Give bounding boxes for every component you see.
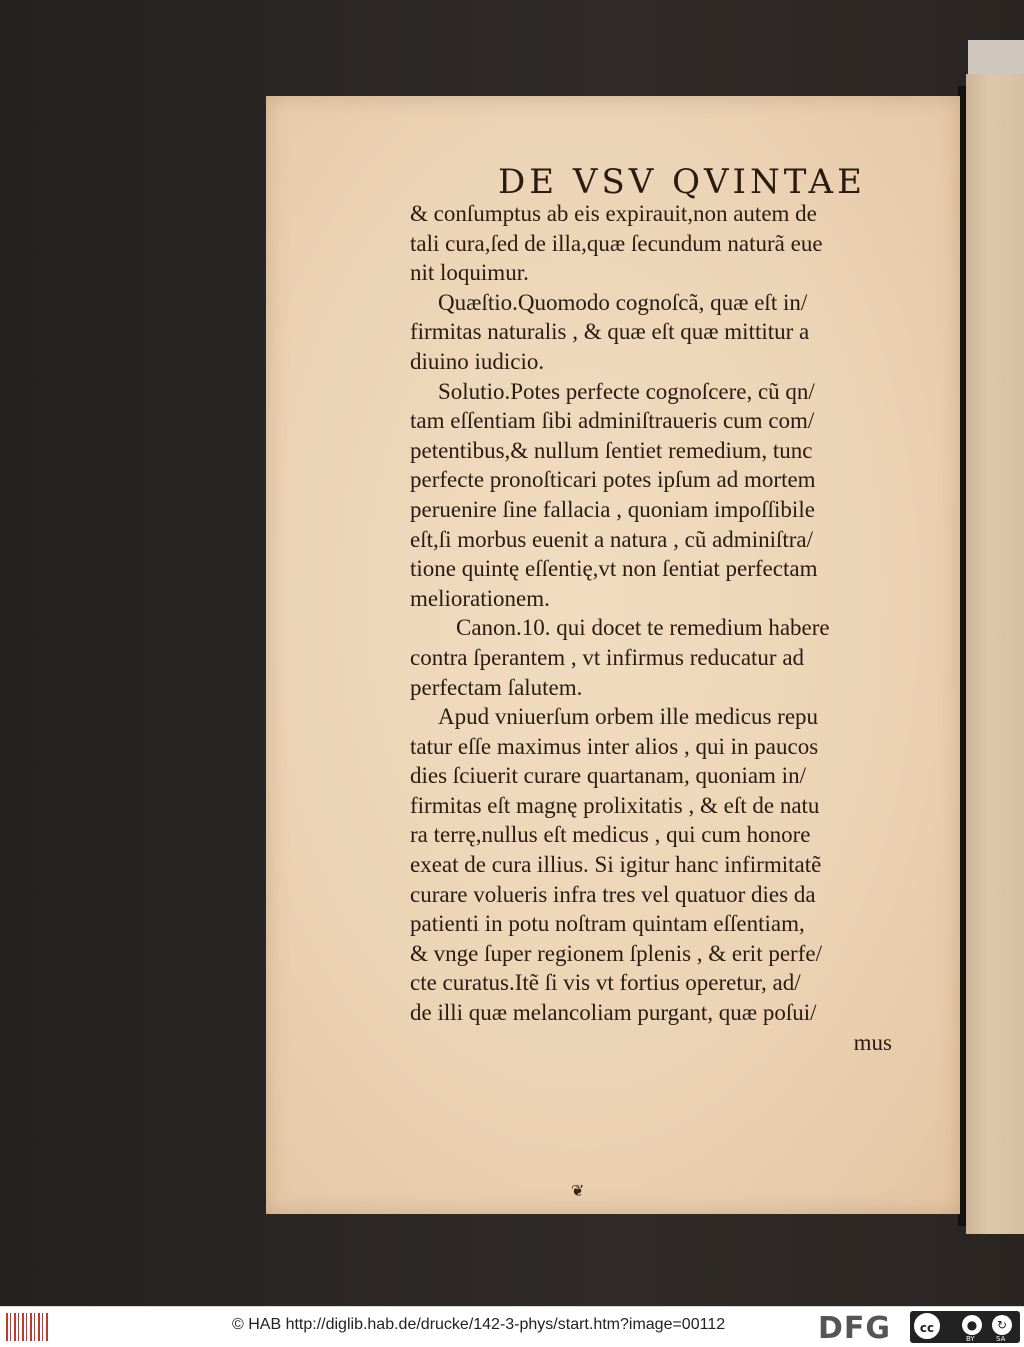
text-line: tatur eſſe maximus inter alios , qui in paucos	[410, 733, 819, 759]
page-ornament-icon: ❦	[571, 1181, 585, 1200]
catchword: mus	[853, 1029, 892, 1055]
text-line: & vnge ſuper regionem ſplenis , & erit perfe/	[410, 940, 822, 966]
viewer-footer	[0, 1306, 1024, 1347]
text-line: firmitas naturalis , & quæ eſt quæ mittitur a	[410, 319, 810, 345]
text-line: patienti in potu noſtram quintam eſſentiam,	[410, 911, 805, 937]
text-line: cte curatus.Itẽ ſi vis vt fortius operetur, ad/	[410, 970, 801, 996]
text-line: perfectam ſalutem.	[410, 674, 583, 700]
text-line: diuino iudicio.	[410, 348, 545, 374]
text-line: nit loquimur.	[410, 260, 529, 286]
by-label: BY	[966, 1335, 975, 1343]
barcode-icon	[6, 1313, 48, 1341]
text-line: firmitas eſt magnę prolixitatis , & eſt de natu	[410, 792, 820, 818]
text-line: tione quintę eſſentię,vt non ſentiat perfectam	[410, 556, 818, 582]
text-line: peruenire ſine fallacia , quoniam impoſſibile	[410, 496, 815, 522]
dfg-logo: DFG	[818, 1311, 892, 1346]
adjacent-page	[966, 74, 1024, 1234]
by-person-icon: ●	[962, 1315, 982, 1335]
text-line: & conſumptus ab eis expirauit,non autem de	[410, 201, 817, 226]
cc-license-badge[interactable]	[910, 1311, 1020, 1343]
text-line: perfecte pronoſticari potes ipſum ad mortem	[410, 467, 816, 493]
text-line: Apud vniuerſum orbem ille medicus repu	[438, 704, 819, 730]
text-line: curare volueris infra tres vel quatuor dies da	[410, 881, 816, 907]
sa-label: SA	[996, 1335, 1006, 1343]
text-line: Quæſtio.Quomodo cognoſcã, quæ eſt in/	[438, 289, 808, 315]
text-line: petentibus,& nullum ſentiet remedium, tunc	[410, 437, 813, 463]
cc-icon: cc	[914, 1313, 940, 1339]
text-line: exeat de cura illius. Si igitur hanc infirmitatẽ	[410, 852, 822, 878]
text-line: Canon.10. qui docet te remedium habere	[456, 615, 830, 641]
text-line: contra ſperantem , vt infirmus reducatur ad	[410, 644, 805, 670]
text-line: dies ſciuerit curare quartanam, quoniam in/	[410, 763, 806, 789]
text-line: eſt,ſi morbus euenit a natura , cũ adminiſtra/	[410, 526, 814, 552]
page-text	[410, 199, 910, 1057]
text-line: Solutio.Potes perfecte cognoſcere, cũ qn/	[438, 378, 815, 404]
text-line: tam eſſentiam ſibi adminiſtraueris cum com/	[410, 408, 815, 434]
text-line: ra terrę,nullus eſt medicus , qui cum honore	[410, 822, 811, 848]
text-line: meliorationem.	[410, 585, 550, 611]
citation-link[interactable]: © HAB http://diglib.hab.de/drucke/142-3-phys/start.htm?image=00112	[232, 1316, 726, 1333]
sa-share-icon: ↻	[992, 1315, 1012, 1335]
text-line: tali cura,ſed de illa,quæ ſecundum naturã eue	[410, 230, 823, 256]
text-line: de illi quæ melancoliam purgant, quæ poſui/	[410, 1000, 817, 1026]
running-head: DE VSV QVINTAE	[498, 162, 866, 202]
